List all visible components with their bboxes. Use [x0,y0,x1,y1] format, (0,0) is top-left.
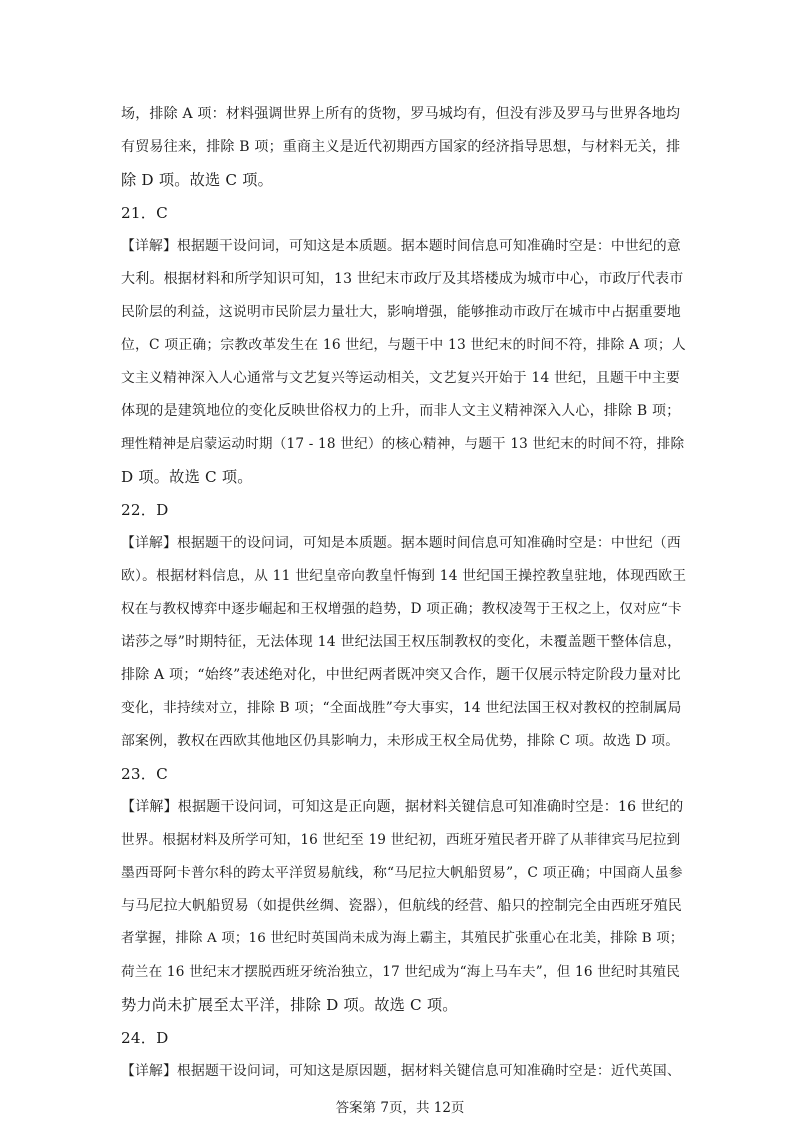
text-line: 大利。根据材料和所学知识可知，13 世纪末市政厅及其塔楼成为城市中心，市政厅代表市 [121,271,684,287]
text-line: 场，排除 A 项：材料强调世界上所有的货物，罗马城均有，但没有涉及罗马与世界各地均 [121,106,681,122]
text-line: 除 D 项。故选 C 项。 [121,171,274,189]
text-line: 与马尼拉大帆船贸易（如提供丝绸、瓷器），但航线的经营、船只的控制完全由西班牙殖民 [121,898,682,914]
text-line: 墨西哥阿卡普尔科的跨太平洋贸易航线，称“马尼拉大帆船贸易”，C 项正确；中国商人虽参 [121,865,683,881]
text-line: 【详解】根据题干设问词，可知这是原因题，据材料关键信息可知准确时空是：近代英国、 [121,1063,681,1079]
text-line: 民阶层的利益，这说明市民阶层力量壮大，影响增强，能够推动市政厅在城市中占据重要地 [121,304,681,320]
text-line: 者掌握，排除 A 项；16 世纪时英国尚未成为海上霸主，其殖民扩张重心在北美，排除 B 项； [121,931,684,946]
text-line: 【详解】根据题干设问词，可知这是正向题，据材料关键信息可知准确时空是：16 世纪的 [121,799,684,815]
text-line: 欧）。根据材料信息，从 11 世纪皇帝向教皇忏悔到 14 世纪国王操控教皇驻地，体现西欧王 [121,568,687,584]
text-line: 世界。根据材料及所学可知，16 世纪至 19 世纪初，西班牙殖民者开辟了从菲律宾马尼拉到 [121,832,681,848]
text-line: 变化，非持续对立，排除 B 项；“全面战胜”夸大事实，14 世纪法国王权对教权的控制属局 [121,700,682,716]
text-line: 【详解】根据题干设问词，可知这是本质题。据本题时间信息可知准确时空是：中世纪的意 [121,238,681,254]
text-line: 势力尚未扩展至太平洋，排除 D 项。故选 C 项。 [121,996,458,1014]
text-line: D 项。故选 C 项。 [121,468,253,486]
text-line: 有贸易往来，排除 B 项；重商主义是近代初期西方国家的经济指导思想，与材料无关，排 [121,139,681,155]
text-line: 体现的是建筑地位的变化反映世俗权力的上升，而非人文主义精神深入人心，排除 B 项； [121,403,681,419]
text-line: 部案例，教权在西欧其他地区仍具影响力，未形成王权全局优势，排除 C 项。故选 D 项。 [121,733,680,749]
text-line: 权在与教权博弈中逐步崛起和王权增强的趋势，D 项正确；教权凌驾于王权之上，仅对应“卡 [121,601,682,617]
page-footer: 答案第 7页，共 12页 [335,1100,465,1116]
text-line: 文主义精神深入人心通常与文艺复兴等运动相关，文艺复兴开始于 14 世纪，且题干中主要 [121,370,681,386]
text-line: 诺莎之辱”时期特征，无法体现 14 世纪法国王权压制教权的变化，未覆盖题干整体信息， [121,634,682,650]
text-line: 理性精神是启蒙运动时期（17 - 18 世纪）的核心精神，与题干 13 世纪末的时间不符，排除 [121,436,685,452]
text-line: 排除 A 项；“始终”表述绝对化，中世纪两者既冲突又合作，题干仅展示特定阶段力量对比 [121,667,681,683]
question-number-22: 22．D [121,501,169,519]
question-number-24: 24．D [121,1029,169,1047]
text-line: 位，C 项正确；宗教改革发生在 16 世纪，与题干中 13 世纪末的时间不符，排除 A 项；人 [121,337,686,353]
question-number-21: 21．C [121,204,168,222]
question-number-23: 23．C [121,765,168,783]
text-line: 荷兰在 16 世纪末才摆脱西班牙统治独立，17 世纪成为“海上马车夫”，但 16 世纪时其殖民 [121,964,680,980]
text-line: 【详解】根据题干的设问词，可知是本质题。据本题时间信息可知准确时空是：中世纪（西 [121,535,681,551]
